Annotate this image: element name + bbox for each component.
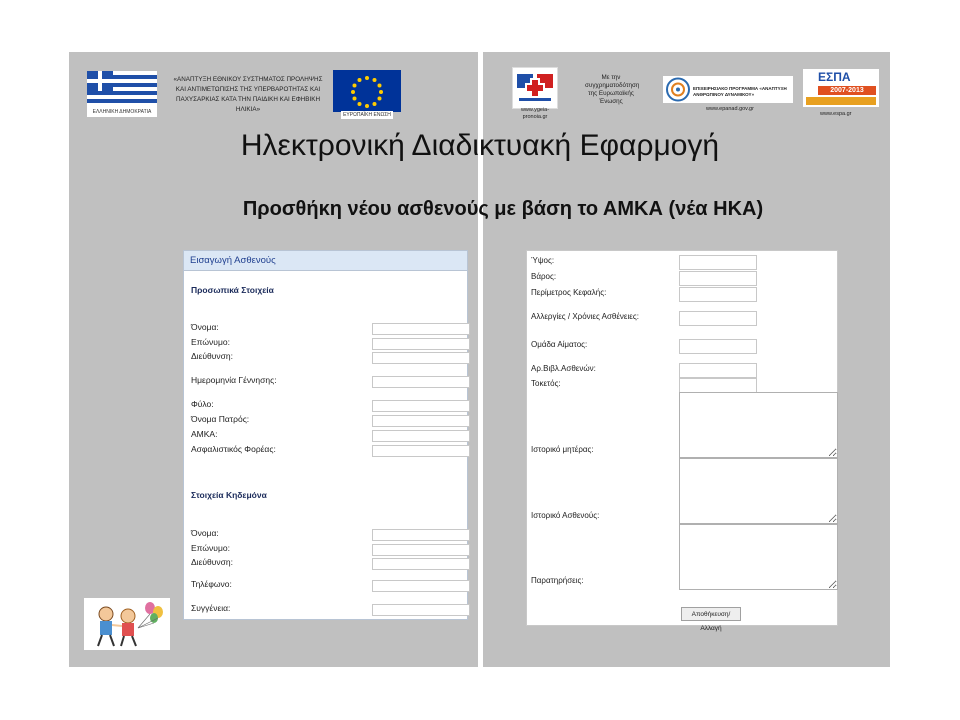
patient-history-label: Ιστορικό Ασθενούς: [531,511,600,520]
epanad-program-text: ΕΠΙΧΕΙΡΗΣΙΑΚΟ ΠΡΟΓΡΑΜΜΑ «ΑΝΑΠΤΥΞΗ ΑΝΘΡΩΠΙΝΟΥ ΔΥΝΑΜΙΚΟΥ» [693,86,787,97]
address-input[interactable] [372,352,470,364]
weight-label: Βάρος: [531,272,557,281]
blood-type-input[interactable] [679,339,757,354]
patient-record-number-input[interactable] [679,363,757,378]
blood-type-label: Ομάδα Αίματος: [531,340,588,349]
personal-info-section-title: Προσωπικά Στοιχεία [191,285,274,295]
address-label: Διεύθυνση: [191,351,233,361]
height-label: Ύψος: [531,256,555,265]
birth-date-label: Ημερομηνία Γέννησης: [191,375,277,385]
first-name-label: Όνομα: [191,322,219,332]
page-subtitle: Προσθήκη νέου ασθενούς με βάση το ΑΜΚΑ (νέα ΗΚΑ) [242,198,764,220]
guardian-last-name-input[interactable] [372,544,470,556]
flag-caption: ΕΛΛΗΝΙΚΗ ΔΗΜΟΚΡΑΤΙΑ [87,107,157,117]
espa-url: www.espa.gr [820,111,852,117]
notes-textarea[interactable] [679,524,838,590]
save-button[interactable]: Αποθήκευση/Αλλαγή [681,607,741,621]
eu-caption: ΕΥΡΩΠΑΪΚΗ ΕΝΩΣΗ [341,111,393,119]
birth-date-input[interactable] [372,376,470,388]
amka-input[interactable] [372,430,470,442]
cofund-text: Με την συγχρηματοδότηση της Ευρωπαϊκής Ένωσης [585,74,640,105]
last-name-input[interactable] [372,338,470,350]
guardian-first-name-input[interactable] [372,529,470,541]
height-input[interactable] [679,255,757,270]
epanad-url: www.epanad.gov.gr [706,106,754,112]
patient-entry-form [183,250,468,620]
delivery-label: Τοκετός: [531,379,561,388]
eu-flag-logo [333,70,401,112]
mother-history-label: Ιστορικό μητέρας: [531,445,594,454]
guardian-relation-input[interactable] [372,604,470,616]
patient-history-textarea[interactable] [679,458,838,524]
ygeia-caption: www.ygeia-pronoia.gr [520,107,550,120]
mother-history-textarea[interactable] [679,392,838,458]
guardian-phone-input[interactable] [372,580,470,592]
guardian-address-input[interactable] [372,558,470,570]
father-name-label: Όνομα Πατρός: [191,414,250,424]
gender-input[interactable] [372,400,470,412]
guardian-phone-label: Τηλέφωνο: [191,579,232,589]
espa-title: ΕΣΠΑ [818,70,851,84]
last-name-label: Επώνυμο: [191,337,230,347]
guardian-first-name-label: Όνομα: [191,528,219,538]
insurance-input[interactable] [372,445,470,457]
page-title: Ηλεκτρονική Διαδικτυακή Εφαρμογή [240,129,720,162]
insurance-label: Ασφαλιστικός Φορέας: [191,444,276,454]
first-name-input[interactable] [372,323,470,335]
guardian-section-title: Στοιχεία Κηδεμόνα [191,490,267,500]
patient-medical-form [526,250,838,632]
allergies-label: Αλλεργίες / Χρόνιες Ασθένειες: [531,312,639,321]
program-title-text: «ΑΝΑΠΤΥΞΗ ΕΘΝΙΚΟΥ ΣΥΣΤΗΜΑΤΟΣ ΠΡΟΛΗΨΗΣ ΚΑΙ ΑΝΤΙΜΕΤΩΠΙΣΗΣ ΤΗΣ ΥΠΕΡΒΑΡΟΤΗΤΑΣ ΚΑΙ ΠΑΧΥΣΑΡΚΙΑΣ ΚΑΤΑ ΤΗΝ ΠΑΙΔΙΚΗ ΚΑΙ ΕΦΗΒΙΚΗ ΗΛΙΚΙΑ» [173,76,323,113]
head-circumference-label: Περίμετρος Κεφαλής: [531,288,607,297]
father-name-input[interactable] [372,415,470,427]
amka-label: ΑΜΚΑ: [191,429,218,439]
allergies-input[interactable] [679,311,757,326]
notes-label: Παρατηρήσεις: [531,576,584,585]
guardian-address-label: Διεύθυνση: [191,557,233,567]
delivery-input[interactable] [679,378,757,393]
guardian-relation-label: Συγγένεια: [191,603,231,613]
espa-bar [806,97,876,105]
gender-label: Φύλο: [191,399,214,409]
head-circumference-input[interactable] [679,287,757,302]
espa-years: 2007-2013 [818,86,876,95]
weight-input[interactable] [679,271,757,286]
ygeia-pronoia-logo [512,67,558,109]
guardian-last-name-label: Επώνυμο: [191,543,230,553]
form-header: Εισαγωγή Ασθενούς [184,251,467,271]
kids-illustration [84,598,170,650]
patient-record-number-label: Αρ.Βιβλ.Ασθενών: [531,364,596,373]
